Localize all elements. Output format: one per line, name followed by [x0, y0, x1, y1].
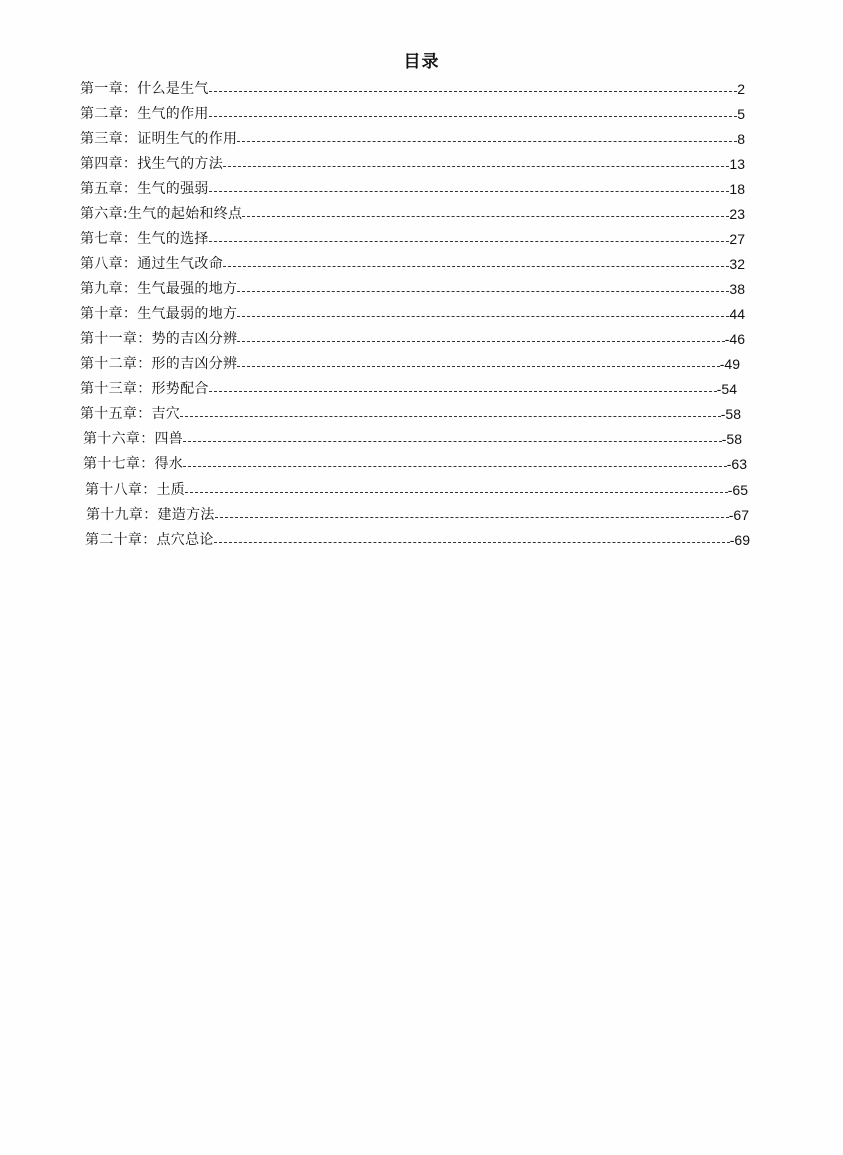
toc-entry [80, 277, 745, 299]
toc-entry [80, 327, 745, 349]
dot-leader [223, 154, 729, 174]
toc-entry-label: 第三章：证明生气的作用 [80, 131, 238, 147]
dot-leader [214, 530, 730, 550]
toc-entry-page-number: 38 [729, 281, 745, 297]
dot-leader [209, 79, 738, 99]
toc-entry-page-number: - 67 [729, 505, 749, 525]
toc-entry-label: 第二章：生气的作用 [80, 106, 209, 122]
toc-entry-page-number: - 46 [725, 329, 745, 349]
toc-entry-page-number: 32 [729, 256, 745, 272]
dot-leader [223, 254, 729, 274]
toc-entry-label: 第十一章：势的吉凶分辨 [80, 331, 238, 347]
toc-entry-label: 第九章：生气最强的地方 [80, 281, 238, 297]
dot-leader [237, 129, 737, 149]
toc-entry-page-number: 23 [729, 206, 745, 222]
toc-entry [80, 202, 745, 224]
toc-entry-label: 第八章：通过生气改命 [80, 256, 223, 272]
toc-entry [80, 227, 745, 249]
dot-leader [209, 104, 738, 124]
toc-entry-page-number: - 54 [717, 379, 737, 399]
toc-entry [85, 528, 750, 550]
toc-entry-label: 第二十章：点穴总论 [85, 532, 214, 548]
dot-leader [237, 304, 729, 324]
toc-entry-label: 第五章：生气的强弱 [80, 181, 209, 197]
toc-entry-page-number: - 58 [722, 429, 742, 449]
toc-entry-page-number: - 65 [728, 480, 748, 500]
toc-entry [83, 452, 747, 474]
toc-entry-page-number: 5 [737, 106, 745, 122]
toc-entry-page-number: - 63 [727, 454, 747, 474]
toc-entry-page-number: 18 [729, 181, 745, 197]
dot-leader [237, 354, 719, 374]
toc-entry [80, 252, 745, 274]
dot-leader [209, 379, 717, 399]
dot-leader [237, 329, 724, 349]
toc-entry [80, 77, 745, 99]
toc-entry-label: 第十二章：形的吉凶分辨 [80, 356, 238, 372]
dot-leader [209, 179, 730, 199]
toc-entry [80, 127, 745, 149]
toc-entry-label: 第十七章：得水 [83, 456, 184, 472]
toc-entry-label: 第四章：找生气的方法 [80, 156, 223, 172]
toc-entry [80, 377, 737, 399]
toc-entry [86, 503, 749, 525]
toc-entry-page-number: 2 [737, 81, 745, 97]
toc-entry-label: 第十八章：土质 [85, 482, 186, 498]
toc-entry [83, 427, 742, 449]
dot-leader [209, 229, 730, 249]
dot-leader [237, 279, 729, 299]
toc-entry-label: 第六章:生气的起始和终点 [80, 206, 243, 222]
toc-entry-page-number: 13 [729, 156, 745, 172]
toc-entry-page-number: - 58 [721, 404, 741, 424]
dot-leader [180, 404, 721, 424]
toc-entry [85, 478, 748, 500]
toc-entry [80, 402, 741, 424]
dot-leader [242, 204, 729, 224]
toc-entry-label: 第十章：生气最弱的地方 [80, 306, 238, 322]
toc-title: 目录 [403, 52, 440, 72]
dot-leader [215, 505, 729, 525]
dot-leader [183, 429, 722, 449]
toc-entry [80, 102, 745, 124]
toc-entry [80, 152, 745, 174]
toc-entry-label: 第十九章：建造方法 [86, 507, 215, 523]
toc-entry [80, 352, 740, 374]
toc-entry-label: 第一章：什么是生气 [80, 81, 209, 97]
toc-entry-label: 第十六章：四兽 [83, 431, 184, 447]
toc-entry-label: 第十三章：形势配合 [80, 381, 209, 397]
toc-entry-page-number: 44 [729, 306, 745, 322]
toc-entry [80, 302, 745, 324]
toc-entry-page-number: 8 [737, 131, 745, 147]
toc-entry-label: 第十五章：吉穴 [80, 406, 181, 422]
toc-entry-page-number: - 49 [720, 354, 740, 374]
dot-leader [183, 454, 727, 474]
toc-entry-page-number: 27 [729, 231, 745, 247]
dot-leader [185, 480, 728, 500]
toc-entry-page-number: - 69 [730, 530, 750, 550]
toc-entry [80, 177, 745, 199]
toc-entry-label: 第七章：生气的选择 [80, 231, 209, 247]
